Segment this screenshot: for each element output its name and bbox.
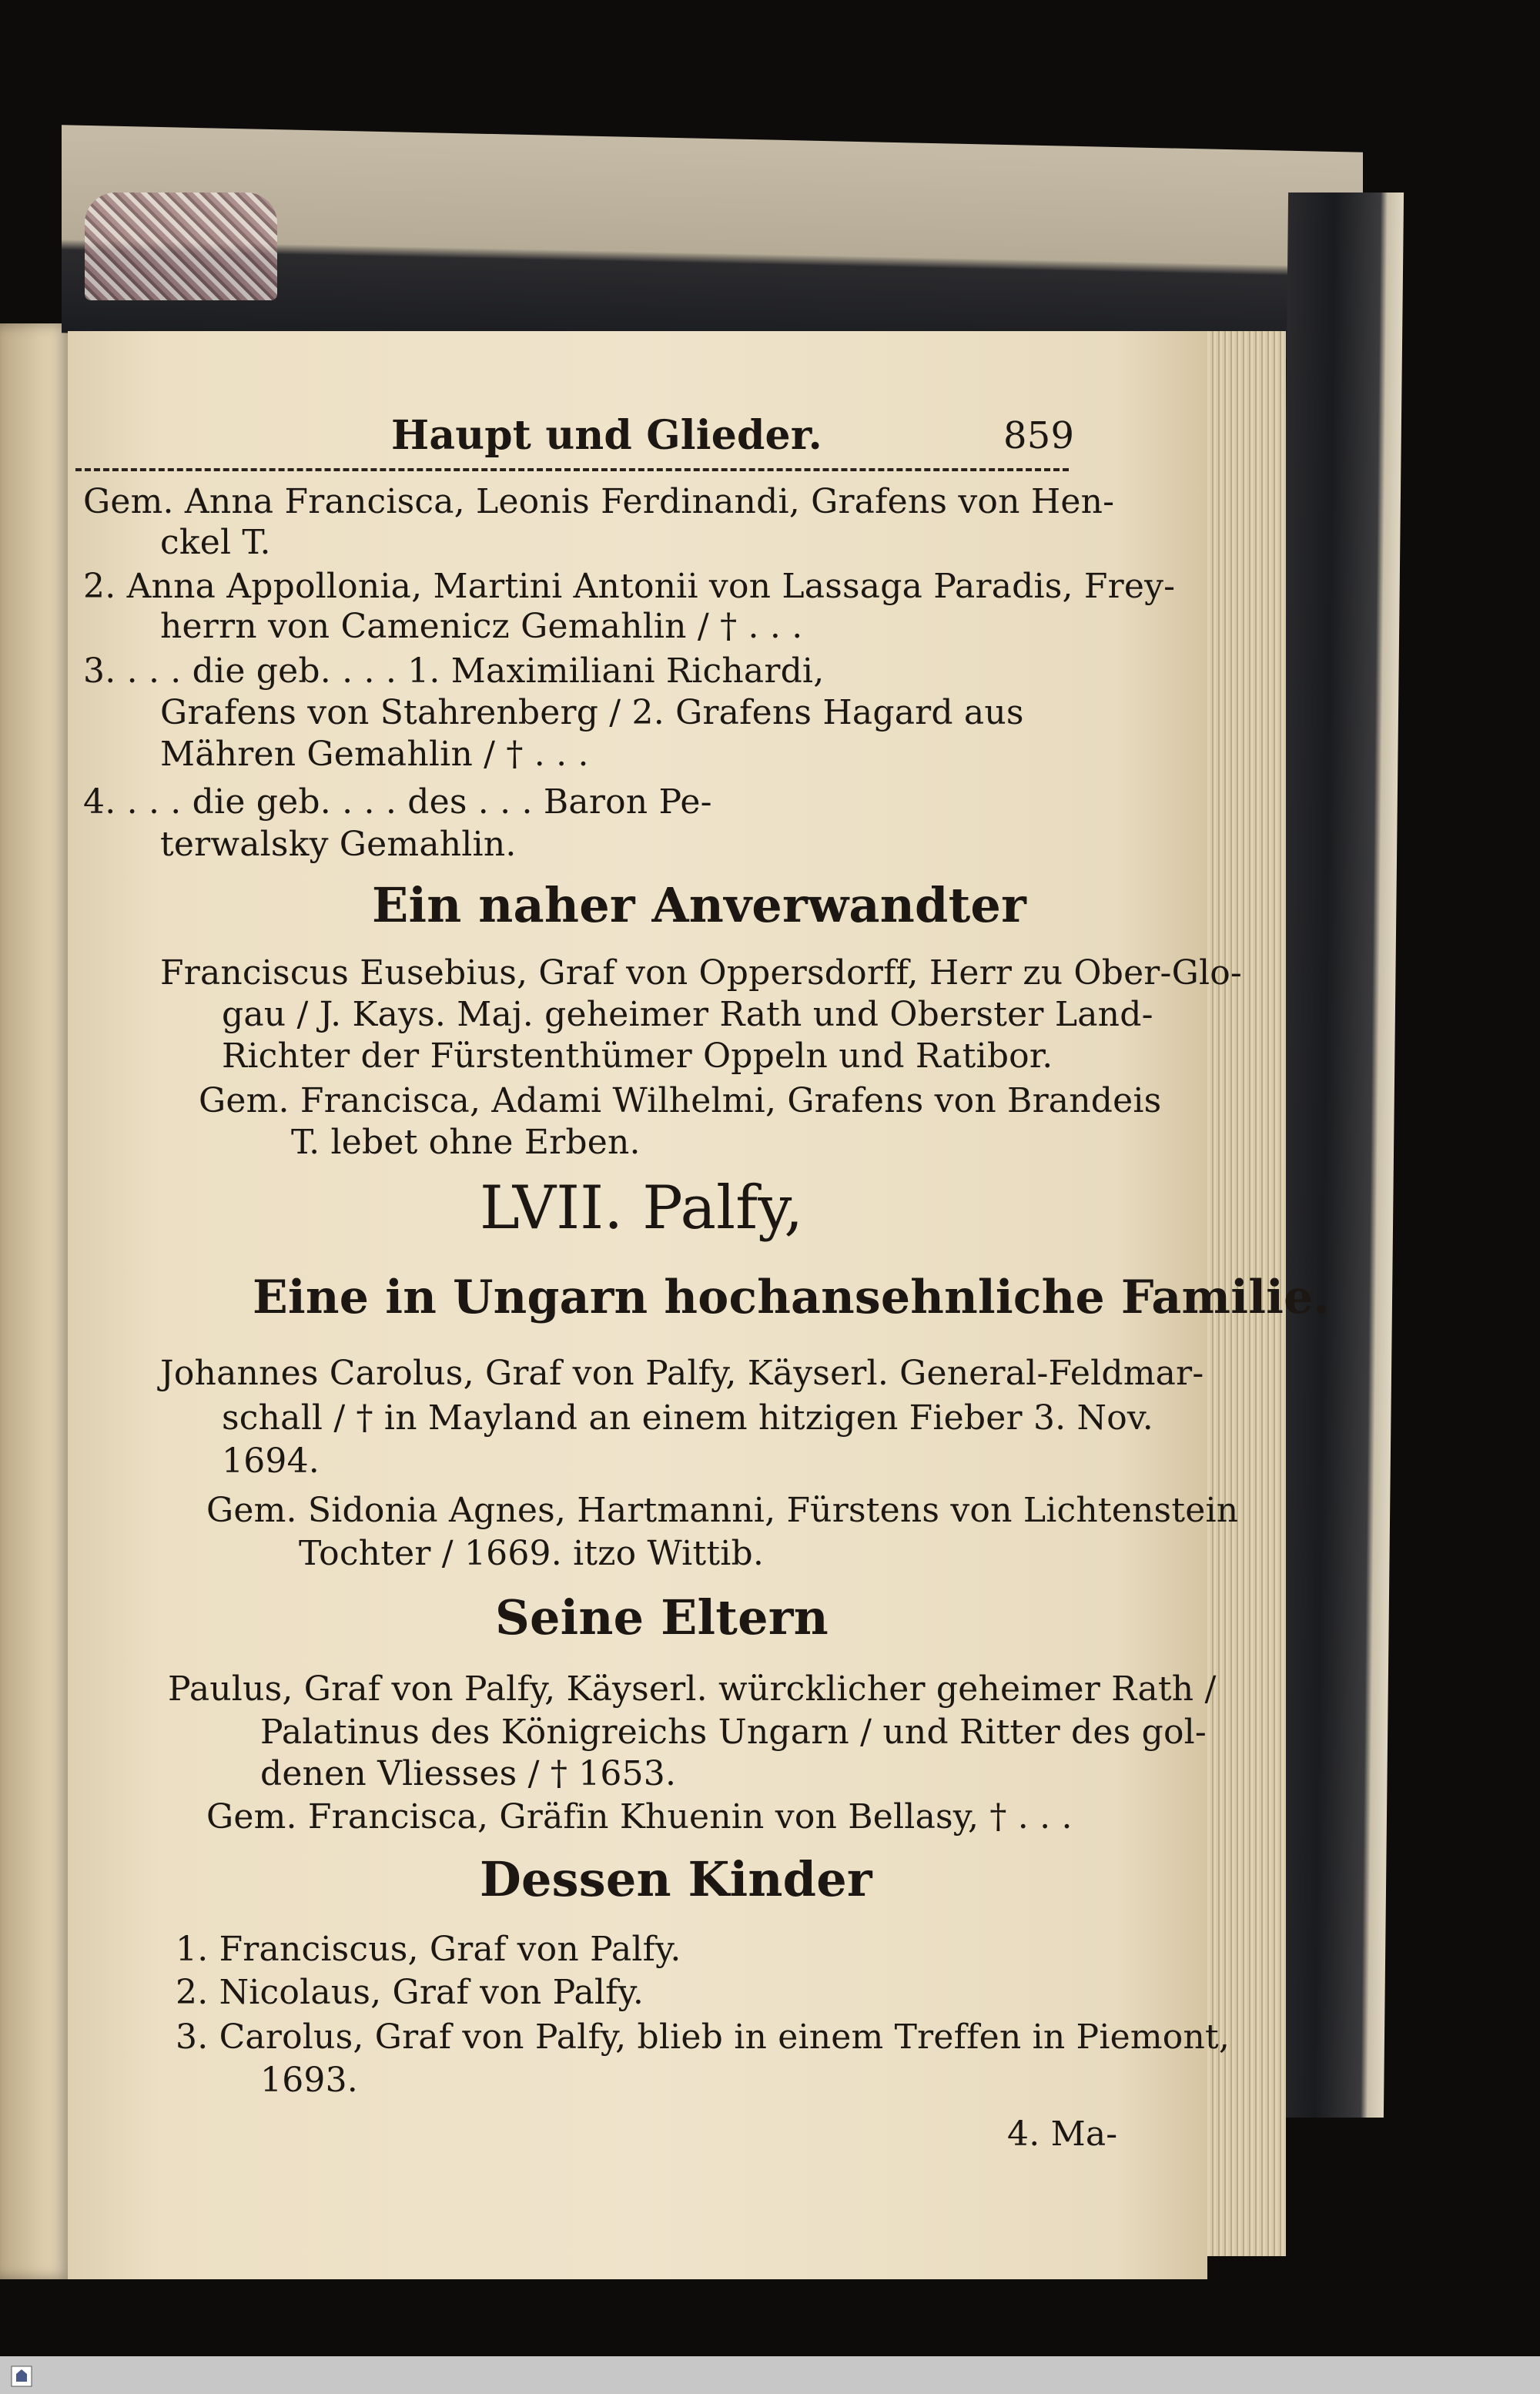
book-binding (1268, 193, 1404, 2118)
relative-line: Richter der Fürstenthümer Oppeln und Ratibor. (222, 1036, 1053, 1076)
entry-line: 2. Anna Appollonia, Martini Antonii von Lassaga Paradis, Frey- (83, 567, 1176, 606)
children-line: 1693. (260, 2061, 358, 2100)
headband (85, 193, 277, 300)
palfy-line: 1694. (222, 1441, 320, 1481)
header-rule (75, 468, 1069, 471)
children-line: 3. Carolus, Graf von Palfy, blieb in einem Treffen in Piemont, (176, 2017, 1230, 2057)
book-page (68, 331, 1330, 2279)
page-text (68, 331, 1330, 2279)
catchword: 4. Ma- (1007, 2114, 1118, 2154)
palfy-line: Tochter / 1669. itzo Wittib. (299, 1534, 765, 1573)
children-line: 1. Franciscus, Graf von Palfy. (176, 1930, 681, 1969)
facing-page-edge (0, 323, 71, 2279)
parents-line: Paulus, Graf von Palfy, Käyserl. würcklicher geheimer Rath / (168, 1669, 1217, 1709)
entry-line: ckel T. (160, 523, 271, 562)
entry-line: Gem. Anna Francisca, Leonis Ferdinandi, Grafens von Hen- (83, 482, 1115, 521)
parents-line: denen Vliesses / † 1653. (260, 1754, 677, 1793)
scan-footer-bar (0, 2356, 1540, 2394)
entry-line: terwalsky Gemahlin. (160, 825, 517, 864)
running-header: Haupt und Glieder. (391, 412, 822, 459)
chapter-title: LVII. Palfy, (480, 1174, 804, 1243)
heading-relative: Ein naher Anverwandter (372, 877, 1026, 933)
entry-line: Mähren Gemahlin / † . . . (160, 735, 589, 774)
entry-line: herrn von Camenicz Gemahlin / † . . . (160, 607, 803, 646)
page-number: 859 (1003, 414, 1075, 457)
palfy-line: Johannes Carolus, Graf von Palfy, Käyserl. General-Feldmar- (160, 1354, 1204, 1393)
relative-line: Franciscus Eusebius, Graf von Oppersdorff, Herr zu Ober-Glo- (160, 953, 1242, 993)
parents-line: Palatinus des Königreichs Ungarn / und Ritter des gol- (260, 1713, 1207, 1752)
entry-line: 3. . . . die geb. . . . 1. Maximiliani Richardi, (83, 651, 825, 691)
children-line: 2. Nicolaus, Graf von Palfy. (176, 1973, 644, 2012)
entry-line: 4. . . . die geb. . . . des . . . Baron Pe- (83, 782, 712, 822)
palfy-line: schall / † in Mayland an einem hitzigen Fieber 3. Nov. (222, 1398, 1153, 1438)
heading-parents: Seine Eltern (495, 1589, 829, 1646)
entry-line: Grafens von Stahrenberg / 2. Grafens Hagard aus (160, 693, 1024, 732)
chapter-subtitle: Eine in Ungarn hochansehnliche Familie. (253, 1271, 1330, 1324)
library-seal-icon (8, 2362, 35, 2390)
relative-line: gau / J. Kays. Maj. geheimer Rath und Oberster Land- (222, 995, 1153, 1034)
palfy-line: Gem. Sidonia Agnes, Hartmanni, Fürstens von Lichtenstein (206, 1491, 1239, 1530)
relative-line: T. lebet ohne Erben. (291, 1123, 641, 1162)
heading-children: Dessen Kinder (480, 1851, 872, 1907)
relative-line: Gem. Francisca, Adami Wilhelmi, Grafens von Brandeis (199, 1081, 1162, 1120)
parents-line: Gem. Francisca, Gräfin Khuenin von Bellasy, † . . . (206, 1797, 1073, 1837)
